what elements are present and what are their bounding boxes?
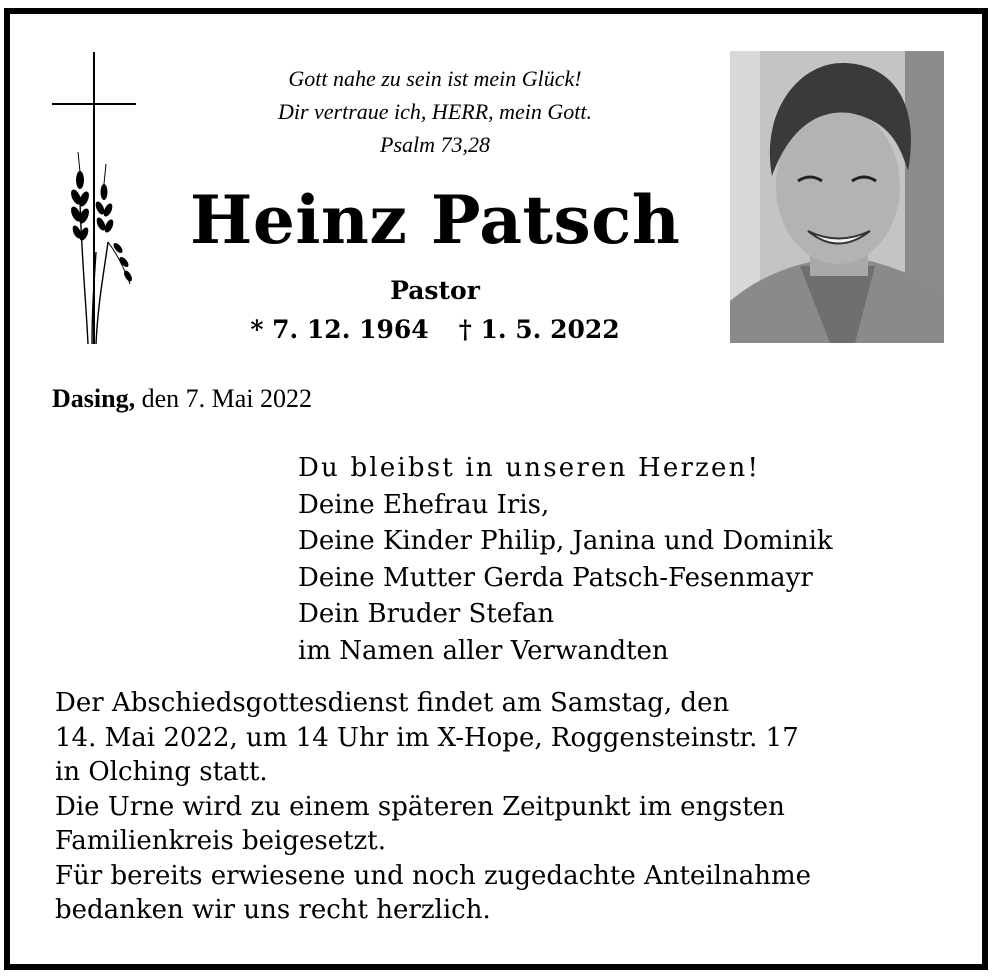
service-line: Die Urne wird zu einem späteren Zeitpunkt im engsten [55,791,785,822]
psalm-reference: Psalm 73,28 [380,132,490,157]
service-line: 14. Mai 2022, um 14 Uhr im X-Hope, Roggensteinstr. 17 [55,722,799,753]
family-line: im Namen aller Verwandten [298,635,669,666]
date: den 7. Mai 2022 [135,384,312,413]
family-block [298,450,833,669]
psalm-line-2: Dir vertraue ich, HERR, mein Gott. [277,99,593,124]
deceased-title: Pastor [390,276,480,305]
place: Dasing, [52,384,136,413]
family-line: Deine Kinder Philip, Janina und Dominik [298,526,833,556]
psalm-quote [200,62,670,161]
life-dates [240,315,630,344]
place-and-date [52,384,312,414]
service-line: Der Abschiedsgottesdienst findet am Samstag, den [55,688,730,718]
service-line: Familienkreis beigesetzt. [55,826,386,856]
family-line: Deine Mutter Gerda Patsch-Fesenmayr [298,562,813,593]
family-line: Dein Bruder Stefan [298,599,555,629]
service-line: bedanken wir uns recht herzlich. [55,895,491,925]
portrait-photo [730,51,944,343]
service-announcement [55,686,811,928]
death-date: † 1. 5. 2022 [458,315,620,344]
family-line: Deine Ehefrau Iris, [298,489,550,520]
service-line: in Olching statt. [55,757,268,787]
psalm-line-1: Gott nahe zu sein ist mein Glück! [288,66,582,91]
family-line: Du bleibst in unseren Herzen! [298,453,761,483]
birth-date: * 7. 12. 1964 [250,315,429,344]
service-line: Für bereits erwiesene und noch zugedachte Anteilnahme [55,860,812,891]
deceased-name: Heinz Patsch [190,181,681,259]
cross-with-wheat-icon [52,52,136,344]
